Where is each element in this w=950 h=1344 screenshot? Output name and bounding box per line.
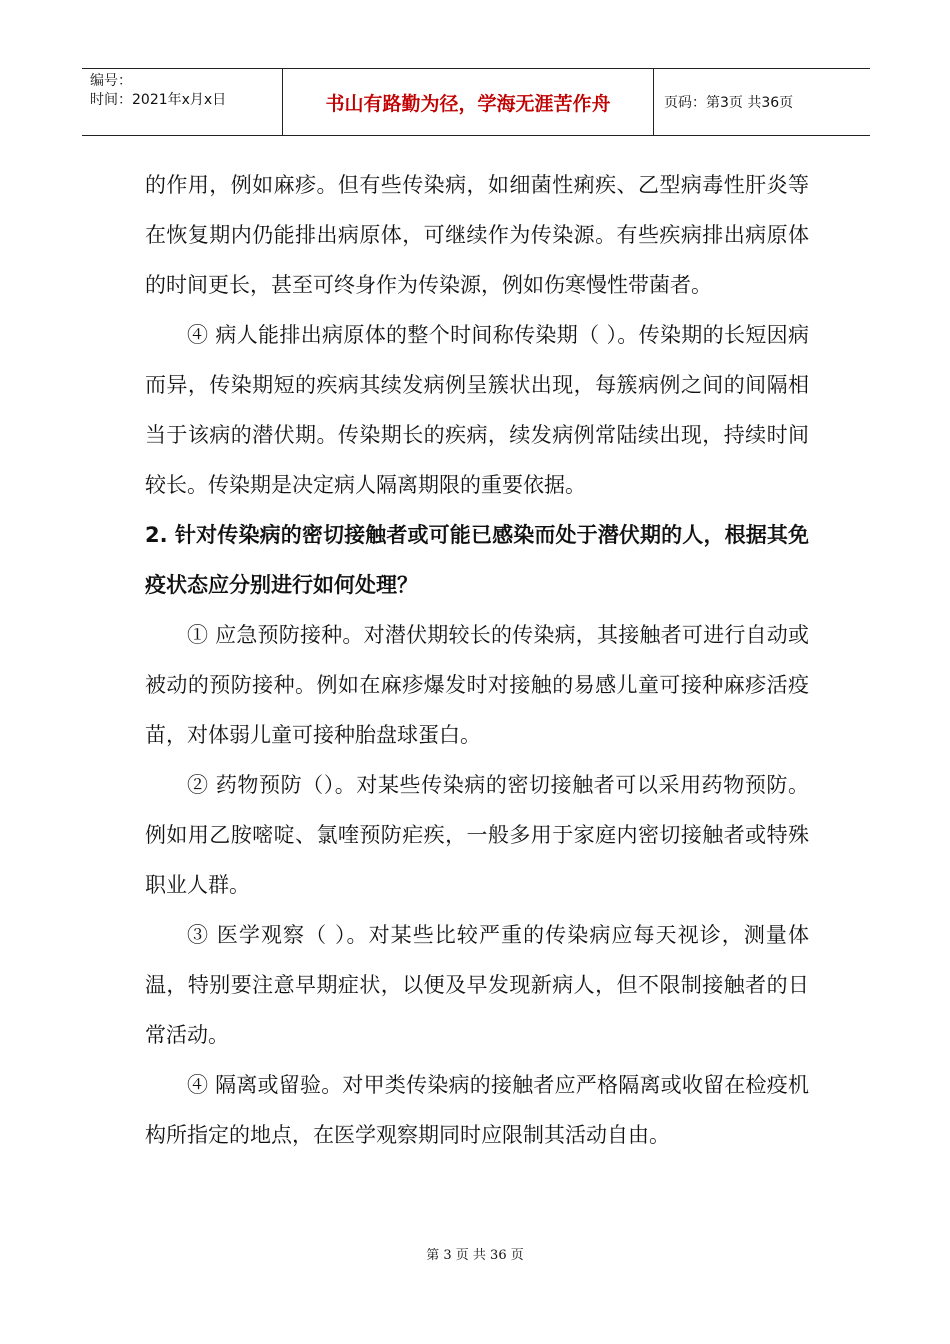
paragraph-isolation: ④ 隔离或留验。对甲类传染病的接触者应严格隔离或收留在检疫机构所指定的地点，在医学观察期同时应限制其活动自由。 [145,1073,809,1147]
header-motto: 书山有路勤为径，学海无涯苦作舟 [282,69,654,135]
paragraph-infectious-period: ④ 病人能排出病原体的整个时间称传染期（ ）。传染期的长短因病而异，传染期短的疾病其续发病例呈簇状出现，每簇病例之间的间隔相当于该病的潜伏期。传染期长的疾病，续发病例常陆续出现，持续时间较长。传染期是决定病人隔离期限的重要依据。 [145,323,809,497]
paragraph-emergency-vaccination: ① 应急预防接种。对潜伏期较长的传染病，其接触者可进行自动或被动的预防接种。例如在麻疹爆发时对接触的易感儿童可接种麻疹活疫苗，对体弱儿童可接种胎盘球蛋白。 [145,623,809,747]
paragraph-continuation: 的作用，例如麻疹。但有些传染病，如细菌性痢疾、乙型病毒性肝炎等在恢复期内仍能排出病原体，可继续作为传染源。有些疾病排出病原体的时间更长，甚至可终身作为传染源，例如伤寒慢性带菌者。 [145,173,809,297]
paragraph-drug-prevention: ② 药物预防（）。对某些传染病的密切接触者可以采用药物预防。例如用乙胺嘧啶、氯喹预防疟疾，一般多用于家庭内密切接触者或特殊职业人群。 [145,773,809,897]
header-meta [82,69,282,135]
document-body [145,160,809,1160]
paragraph-medical-observation: ③ 医学观察（ ）。对某些比较严重的传染病应每天视诊，测量体温，特别要注意早期症状，以便及早发现新病人，但不限制接触者的日常活动。 [145,923,809,1047]
document-time-label: 时间：2021年x月x日 [90,92,227,108]
page-header [82,68,870,136]
page-footer: 第 3 页 共 36 页 [426,1248,524,1263]
header-page-info: 页码：第3页 共36页 [664,95,794,111]
document-number-label: 编号： [90,73,132,89]
question-heading: 2. 针对传染病的密切接触者或可能已感染而处于潜伏期的人，根据其免疫状态应分别进行如何处理？ [145,523,809,597]
